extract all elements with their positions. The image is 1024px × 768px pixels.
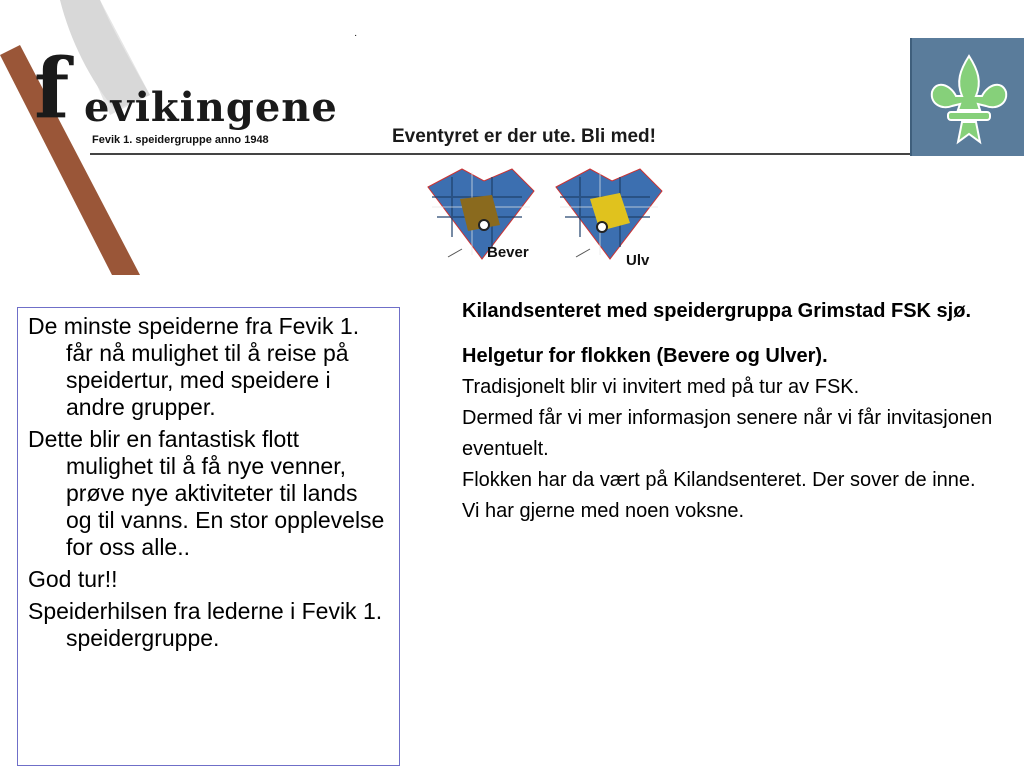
header-divider [90, 153, 1024, 155]
left-paragraph-2: Dette blir en fantastisk flott mulighet til å få nye venner, prøve nye aktiviteter til lands og til vanns. En stor opplevelse for oss alle.. [28, 426, 385, 560]
right-heading: Kilandsenteret med speidergruppa Grimstad FSK sjø. [462, 300, 972, 322]
fleur-de-lis-icon [912, 38, 1024, 156]
scout-emblem [910, 38, 1024, 156]
right-line-2: Dermed får vi mer informasjon senere når vi får invitasjonen eventuelt. [462, 407, 993, 460]
left-paragraph-3: God tur!! [28, 566, 118, 592]
decorative-dot: · [354, 30, 358, 41]
right-line-4: Vi har gjerne med noen voksne. [462, 500, 745, 522]
left-text-box [17, 307, 400, 766]
bever-label: Bever [487, 244, 529, 261]
right-subheading: Helgetur for flokken (Bevere og Ulver). [462, 345, 828, 367]
right-line-3: Flokken har da vært på Kilandsenteret. Der sover de inne. [462, 469, 976, 491]
ulv-badge [550, 167, 670, 267]
right-line-1: Tradisjonelt blir vi invitert med på tur av FSK. [462, 376, 860, 398]
left-paragraph-4: Speiderhilsen fra lederne i Fevik 1. speidergruppe. [28, 598, 383, 651]
right-text-column [462, 296, 1017, 527]
logo-name: evikingene [84, 84, 338, 131]
ulv-label: Ulv [626, 252, 650, 269]
logo-initial: f [34, 41, 70, 137]
logo-subtitle: Fevik 1. speidergruppe anno 1948 [92, 134, 269, 146]
slogan: Eventyret er der ute. Bli med! [392, 126, 656, 147]
left-paragraph-1: De minste speiderne fra Fevik 1. får nå mulighet til å reise på speidertur, med speidere i andre grupper. [28, 313, 360, 420]
